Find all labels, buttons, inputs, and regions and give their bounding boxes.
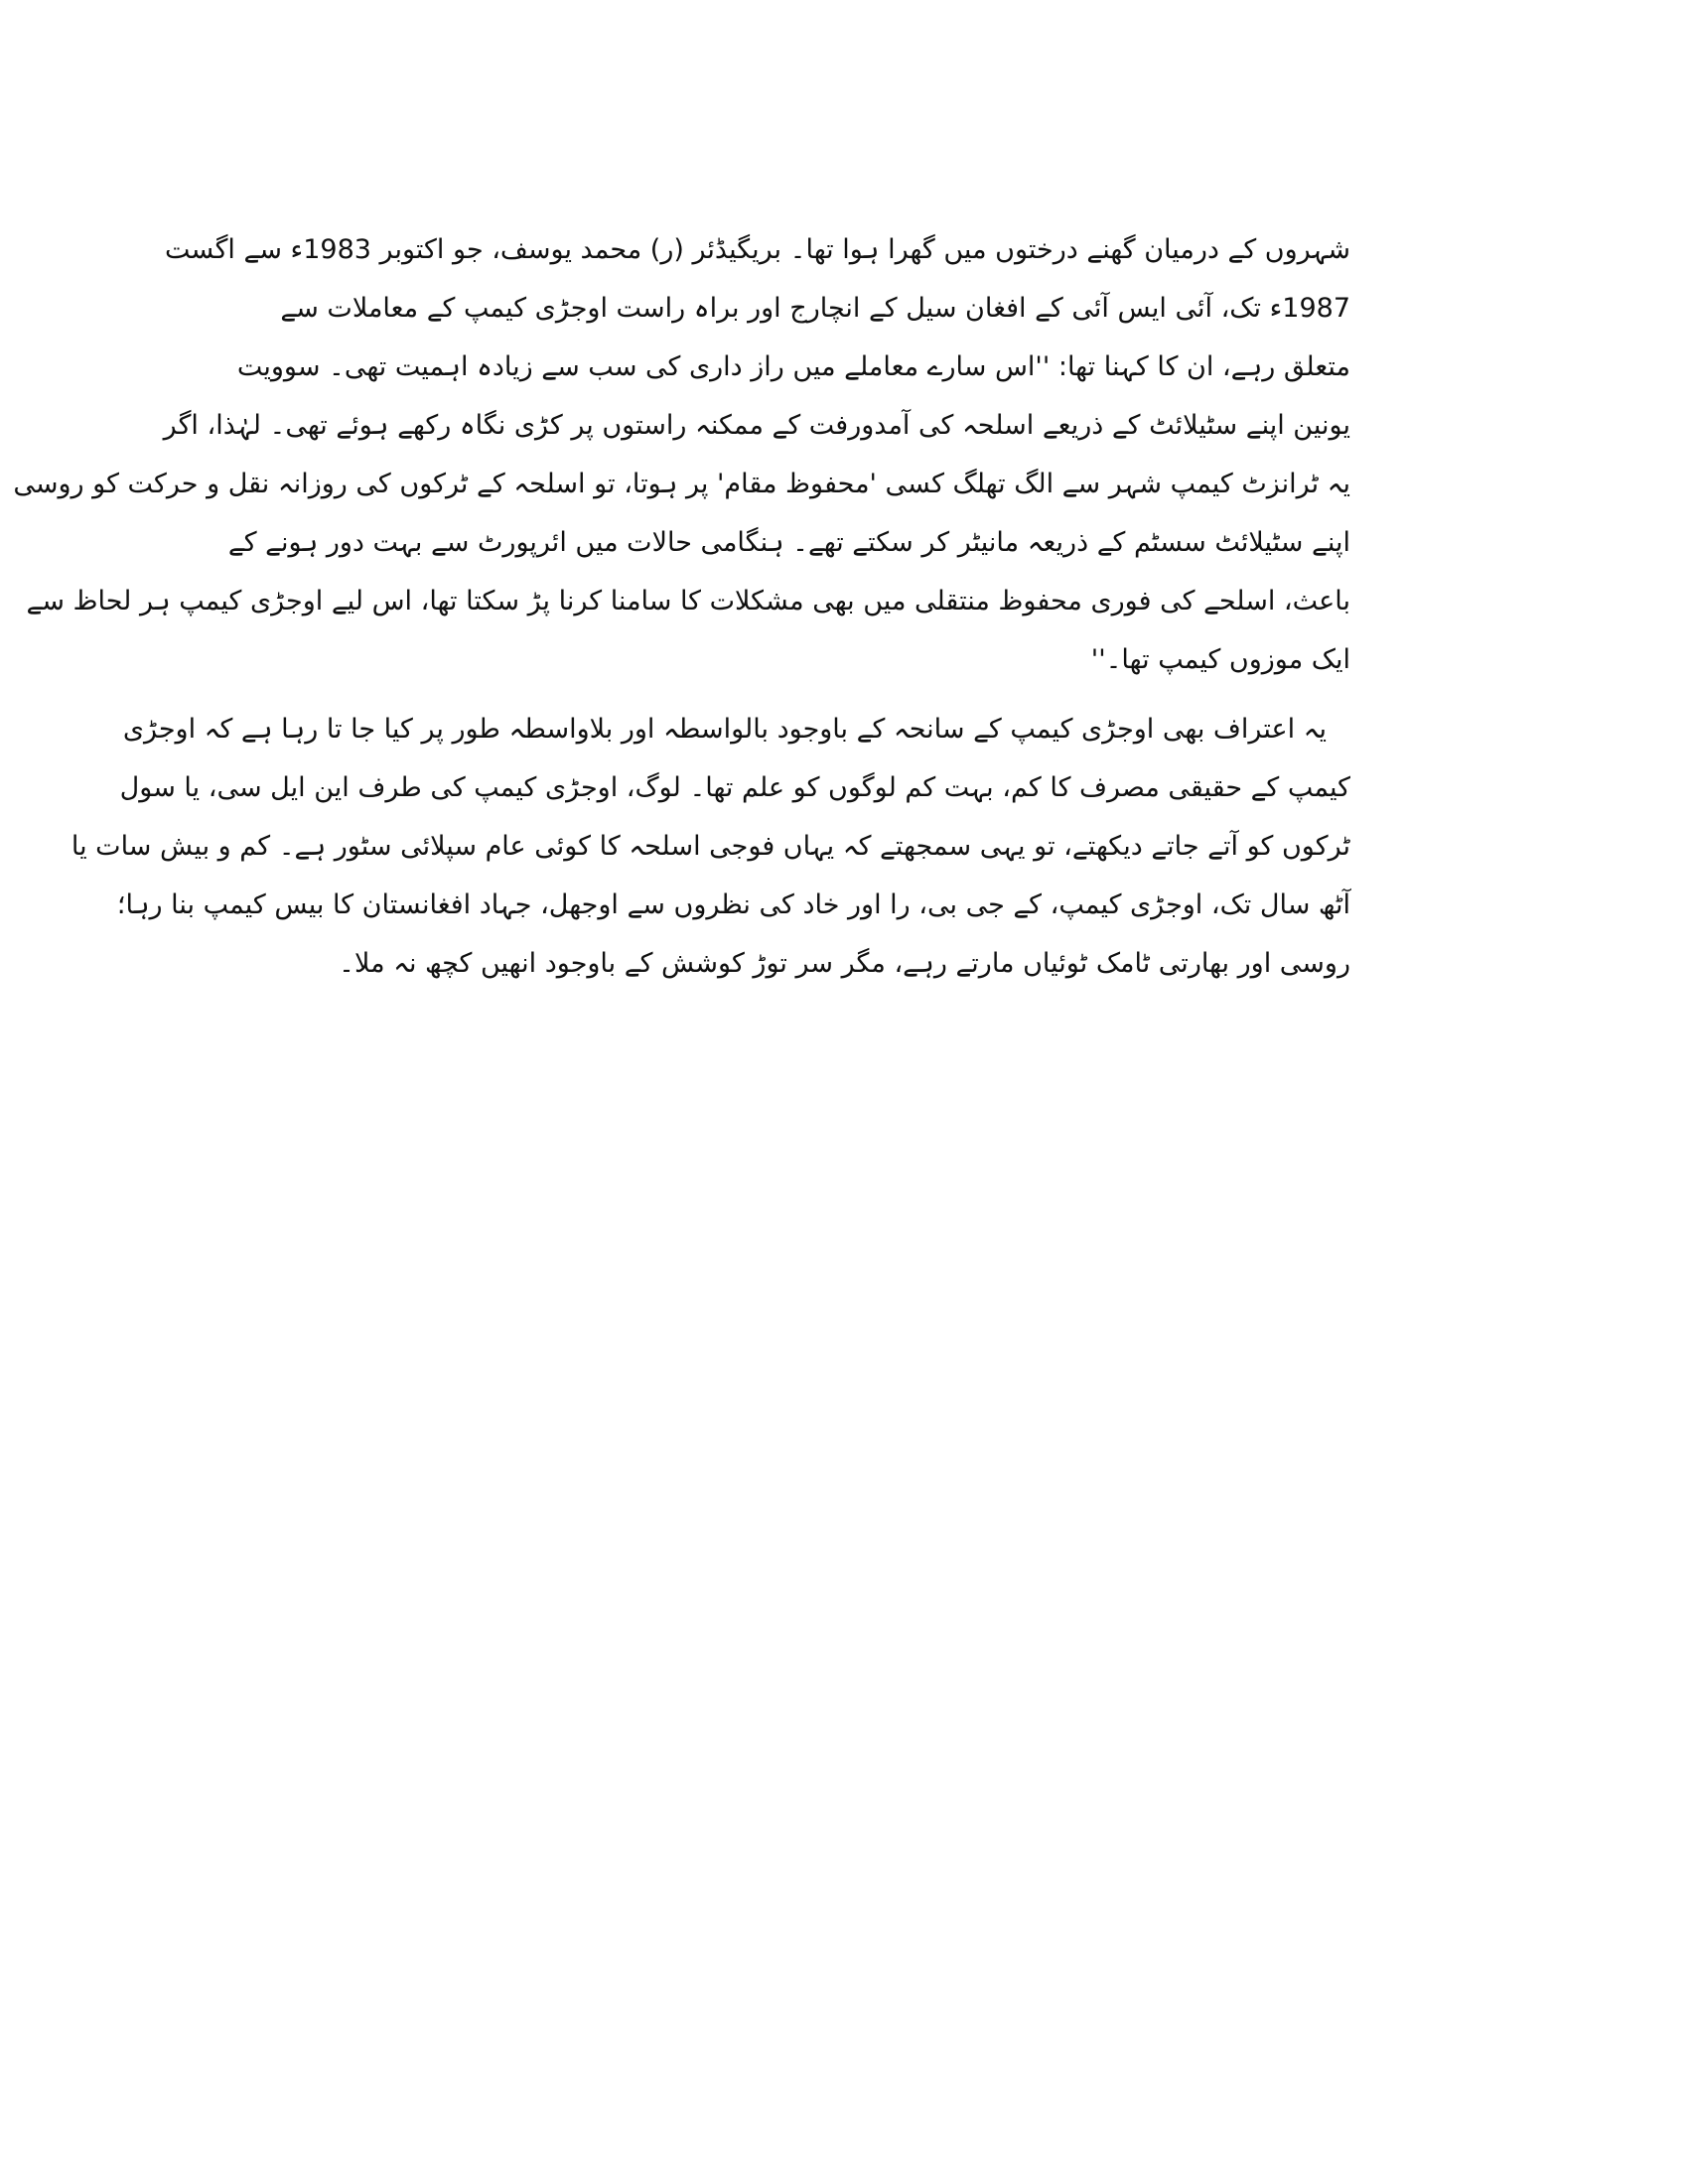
text-line: یونین اپنے سٹیلائٹ کے ذریعے اسلحہ کی آمدورفت کے ممکنہ راستوں پر کڑی نگاہ رکھے ہوئے تھی۔ لہٰذا، اگر (163, 410, 1350, 441)
paragraph-2 (70, 700, 1350, 993)
text-line: 1987ء تک، آئی ایس آئی کے افغان سیل کے انچارج اور براہ راست اوجڑی کیمپ کے معاملات سے (280, 293, 1350, 324)
text-line: اپنے سٹیلائٹ سسٹم کے ذریعہ مانیٹر کر سکتے تھے۔ ہنگامی حالات میں ائرپورٹ سے بہت دور ہونے کے (227, 527, 1350, 558)
text-line: ایک موزوں کیمپ تھا۔'' (1090, 644, 1350, 675)
paragraph-1 (13, 220, 1350, 689)
text-line: روسی اور بھارتی ٹامک ٹوئیاں مارتے رہے، مگر سر توڑ کوشش کے باوجود انھیں کچھ نہ ملا۔ (339, 948, 1350, 979)
text-line: کیمپ کے حقیقی مصرف کا کم، بہت کم لوگوں کو علم تھا۔ لوگ، اوجڑی کیمپ کی طرف این ایل سی، یا سول (119, 772, 1350, 803)
text-line: ٹرکوں کو آتے جاتے دیکھتے، تو یہی سمجھتے کہ یہاں فوجی اسلحہ کا کوئی عام سپلائی سٹور ہے۔ کم و بیش سات یا (70, 831, 1350, 862)
text-line: یہ ٹرانزٹ کیمپ شہر سے الگ تھلگ کسی 'محفوظ مقام' پر ہوتا، تو اسلحہ کے ٹرکوں کی روزانہ نقل و حرکت کو روسی (13, 469, 1350, 499)
text-line: یہ اعتراف بھی اوجڑی کیمپ کے سانحہ کے باوجود بالواسطہ اور بلاواسطہ طور پر کیا جا تا رہا ہے کہ اوجڑی (122, 714, 1327, 745)
text-line: متعلق رہے، ان کا کہنا تھا: ''اس سارے معاملے میں راز داری کی سب سے زیادہ اہمیت تھی۔ سوویت (236, 351, 1350, 382)
text-line: آٹھ سال تک، اوجڑی کیمپ، کے جی بی، را اور خاد کی نظروں سے اوجھل، جہاد افغانستان کا بیس کیمپ بنا رہا؛ (116, 889, 1350, 920)
text-line: باعث، اسلحے کی فوری محفوظ منتقلی میں بھی مشکلات کا سامنا کرنا پڑ سکتا تھا، اس لیے اوجڑی کیمپ ہر لحاظ سے (26, 586, 1350, 616)
body-text (13, 220, 1350, 993)
text-line: شہروں کے درمیان گھنے درختوں میں گھرا ہوا تھا۔ بریگیڈئر (ر) محمد یوسف، جو اکتوبر 1983ء سے اگست (164, 234, 1350, 265)
